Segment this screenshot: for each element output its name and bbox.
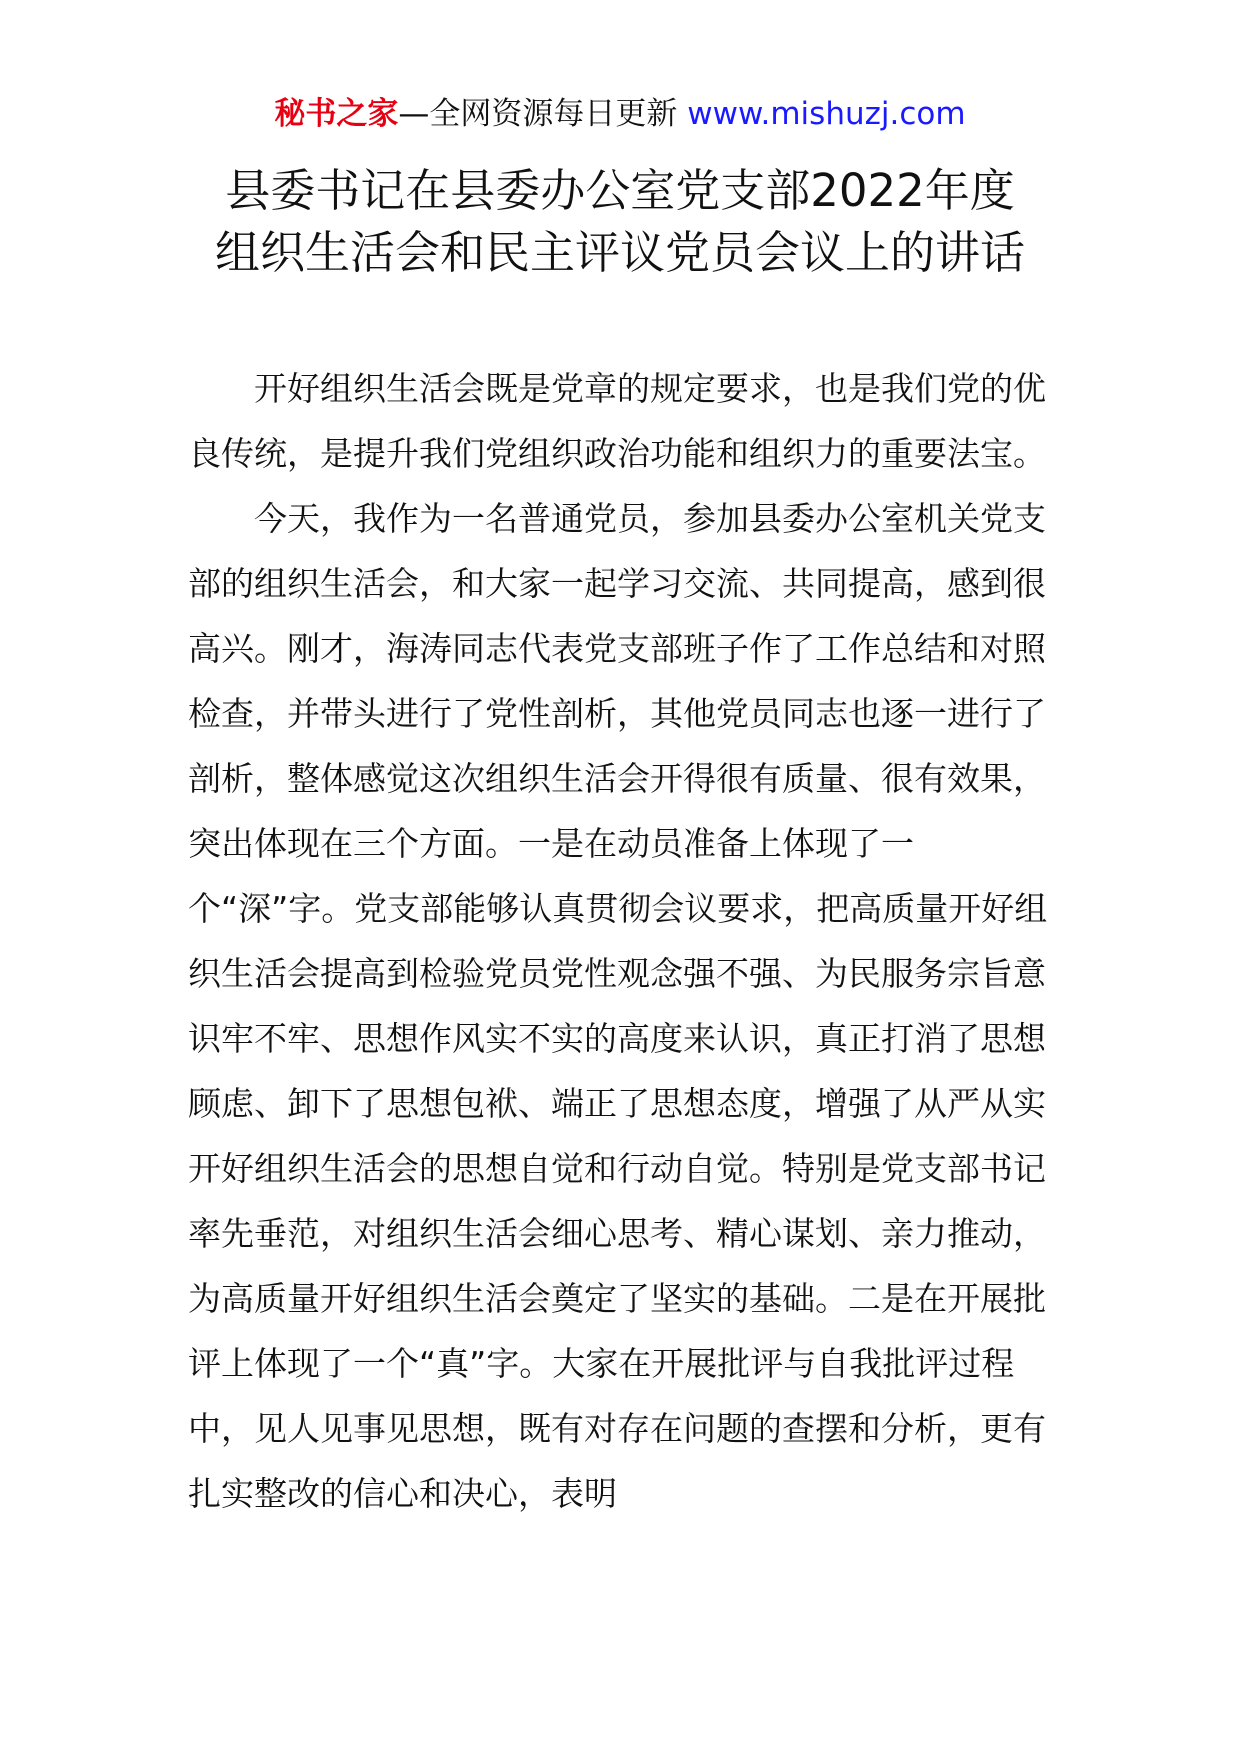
site-banner (0, 92, 1240, 136)
document-body (188, 356, 1056, 1526)
brand-name: 秘书之家 (274, 96, 399, 132)
document-title (0, 160, 1240, 284)
paragraph-2: 今天，我作为一名普通党员，参加县委办公室机关党支部的组织生活会，和大家一起学习交流、共同提高，感到很高兴。刚才，海涛同志代表党支部班子作了工作总结和对照检查，并带头进行了党性剖析，其他党员同志也逐一进行了剖析，整体感觉这次组织生活会开得很有质量、很有效果，突出体现在三个方面。一是在动员准备上体现了一个“深”字。党支部能够认真贯彻会议要求，把高质量开好组织生活会提高到检验党员党性观念强不强、为民服务宗旨意识牢不牢、思想作风实不实的高度来认识，真正打消了思想顾虑、卸下了思想包袱、端正了思想态度，增强了从严从实开好组织生活会的思想自觉和行动自觉。特别是党支部书记率先垂范，对组织生活会细心思考、精心谋划、亲力推动，为高质量开好组织生活会奠定了坚实的基础。二是在开展批评上体现了一个“真”字。大家在开展批评与自我批评过程中，见人见事见思想，既有对存在问题的查摆和分析，更有扎实整改的信心和决心，表明 (188, 499, 1048, 1513)
site-url[interactable]: www.mishuzj.com (687, 96, 966, 132)
title-line-2: 组织生活会和民主评议党员会议上的讲话 (214, 226, 1025, 279)
title-line-1: 县委书记在县委办公室党支部2022年度 (225, 164, 1015, 217)
paragraph-1: 开好组织生活会既是党章的规定要求，也是我们党的优良传统，是提升我们党组织政治功能和组织力的重要法宝。 (188, 369, 1046, 473)
banner-tagline: —全网资源每日更新 (398, 96, 678, 132)
